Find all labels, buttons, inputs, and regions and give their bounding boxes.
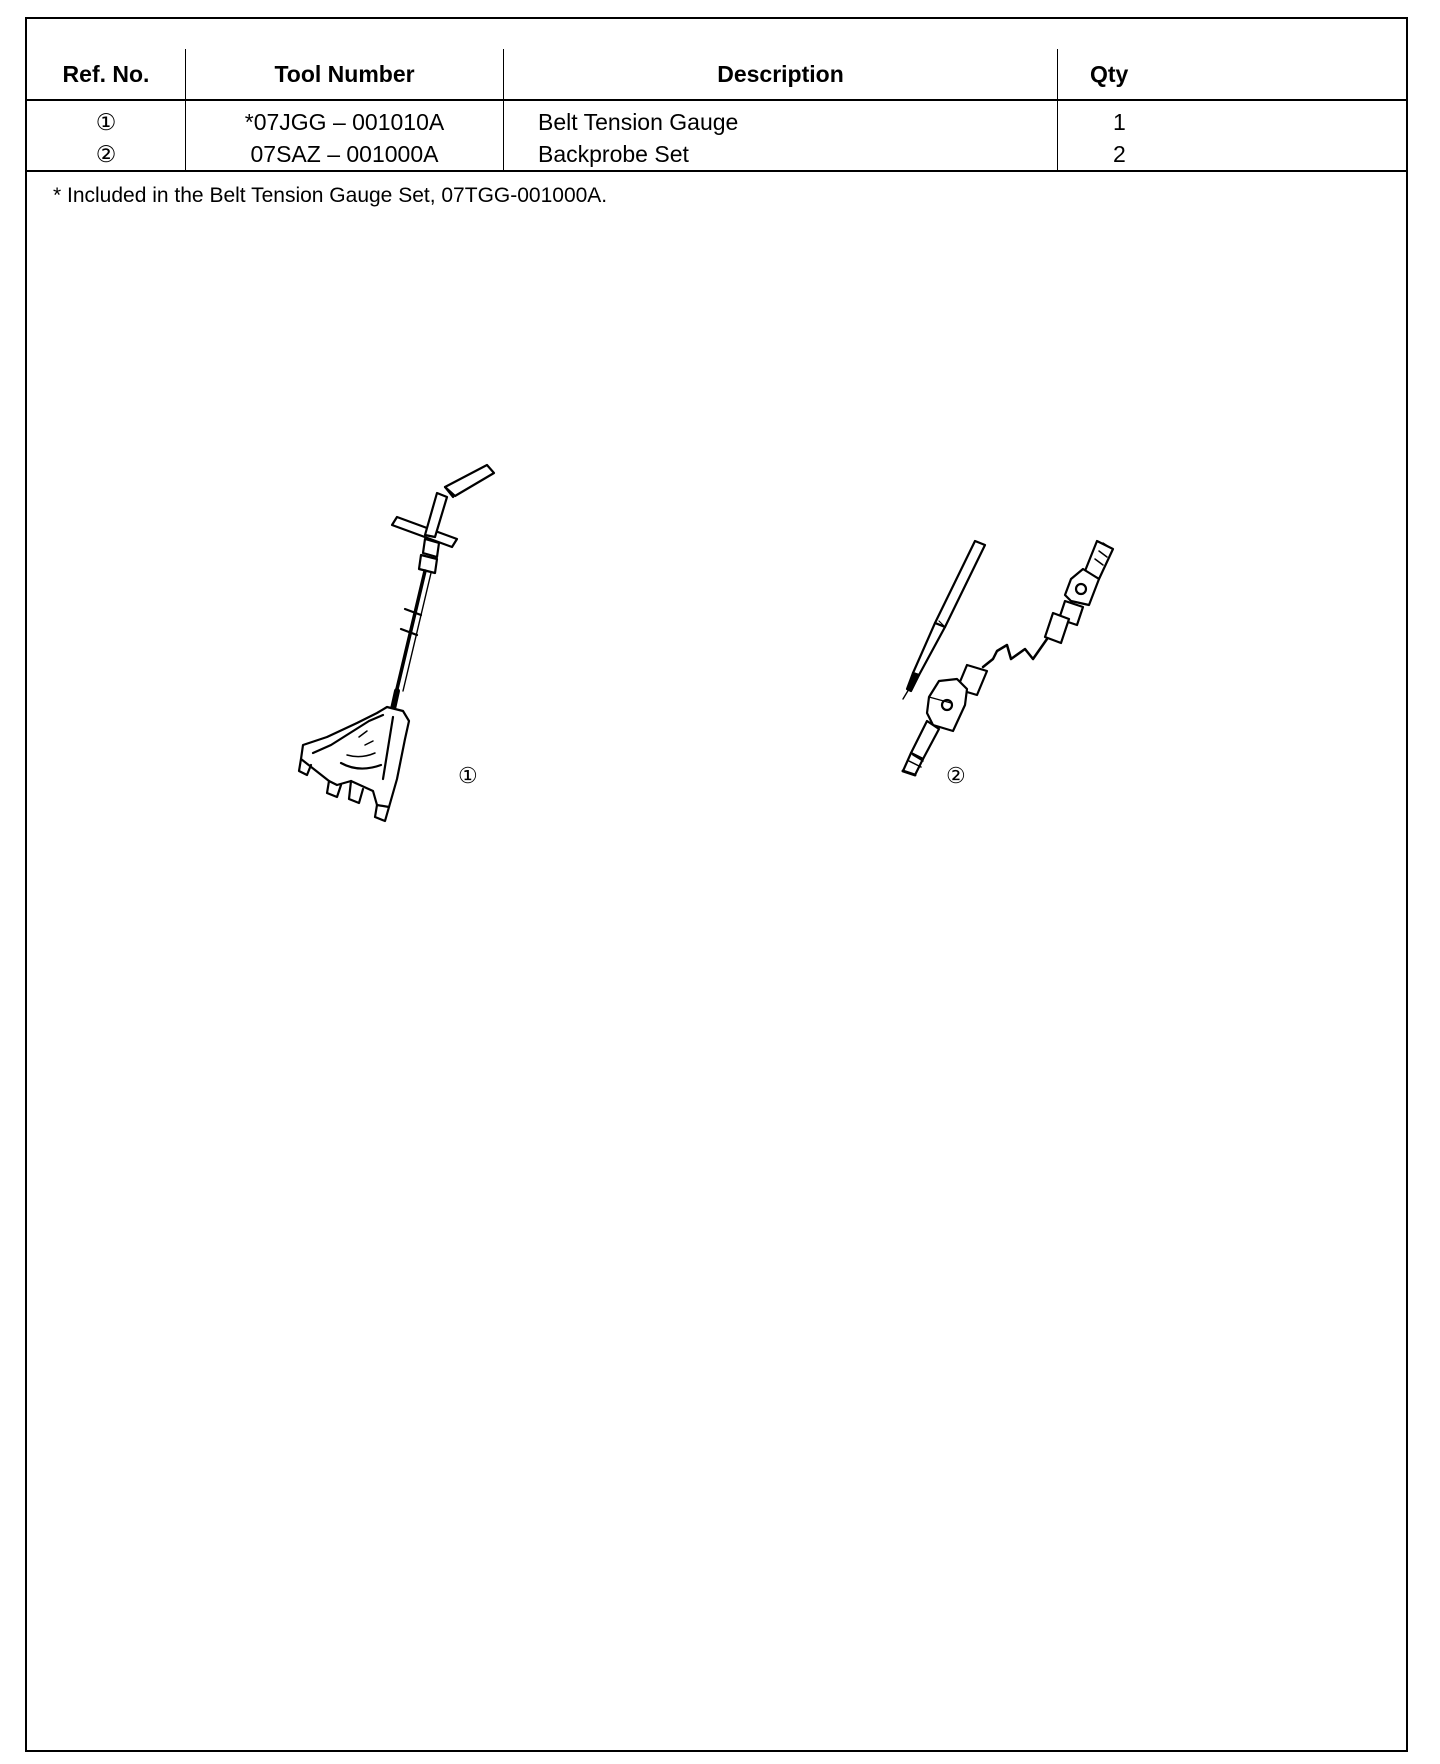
row-description: Belt Tension Gauge (504, 100, 1058, 138)
header-ref-no: Ref. No. (27, 49, 186, 100)
row-tool-number: *07JGG – 001010A (186, 100, 504, 138)
page-frame (25, 17, 1408, 1752)
header-qty: Qty (1058, 49, 1407, 100)
belt-tension-gauge-illustration (297, 459, 547, 829)
header-tool-number: Tool Number (186, 49, 504, 100)
row-qty: 1 (1058, 100, 1407, 138)
header-description: Description (504, 49, 1058, 100)
footnote: * Included in the Belt Tension Gauge Set, 07TGG-001000A. (53, 184, 608, 207)
row-description: Backprobe Set (504, 138, 1058, 171)
row-tool-number: 07SAZ – 001000A (186, 138, 504, 171)
table-row (27, 100, 1406, 138)
special-tools-table (27, 49, 1406, 172)
row-ref: ① (95, 109, 117, 135)
callout-2: ② (946, 763, 966, 788)
table-row (27, 138, 1406, 171)
backprobe-set-illustration (827, 509, 1127, 789)
row-ref: ② (27, 138, 186, 171)
row-qty: 2 (1058, 138, 1407, 171)
table-header-row (27, 49, 1406, 100)
callout-1: ① (458, 763, 478, 788)
